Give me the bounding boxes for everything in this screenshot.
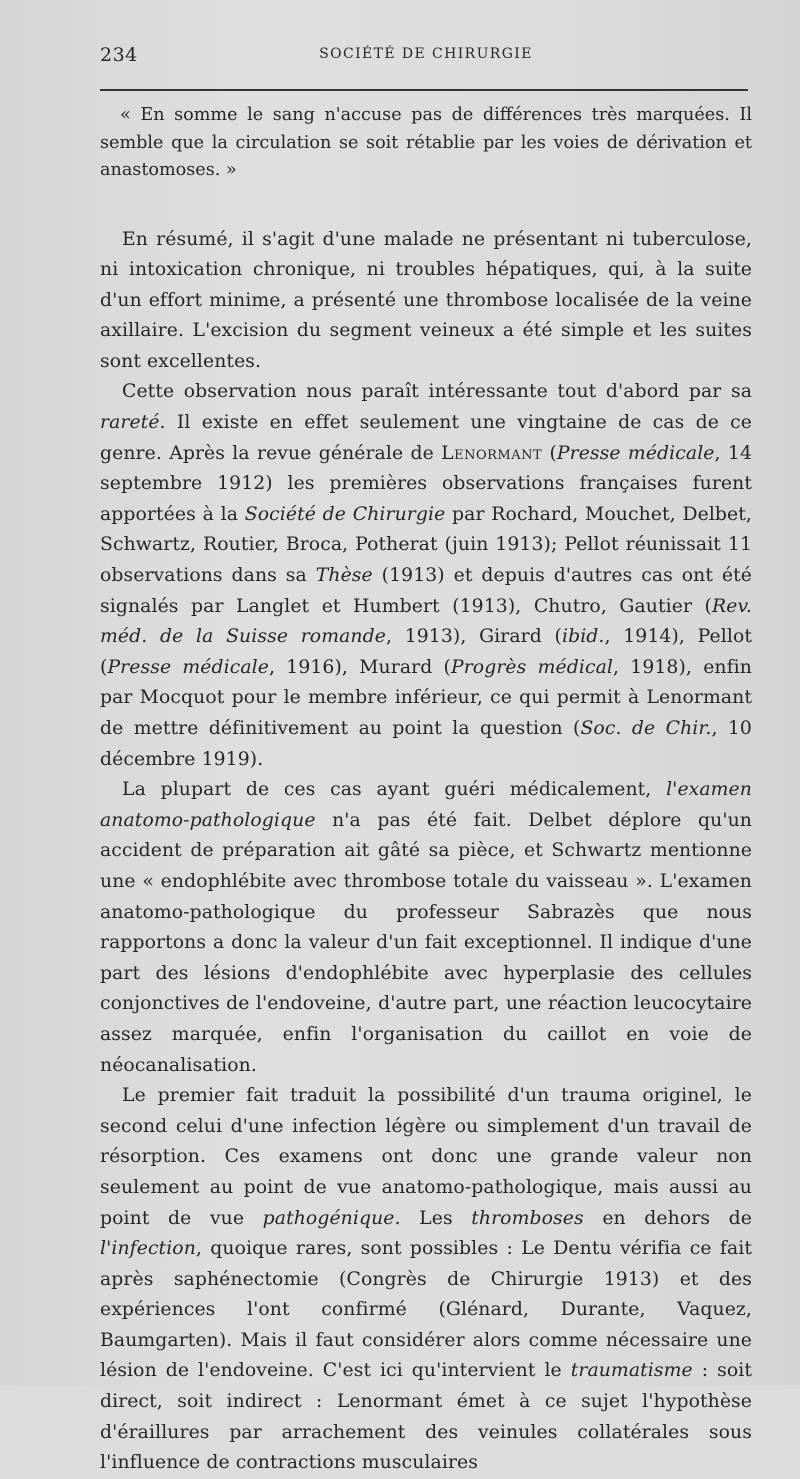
page-number: 234 xyxy=(100,44,138,66)
body-text xyxy=(100,102,752,1479)
paragraph-summary: En résumé, il s'agit d'une malade ne présentant ni tuberculose, ni intoxication chronique, ni troubles hépatiques, qui, à la suite d'un effort minime, a présenté une thrombose localisée de la veine axillaire. L'excision du segment veineux a été simple et les suites sont excellentes. xyxy=(100,228,752,372)
quoted-paragraph xyxy=(100,102,752,185)
main-text xyxy=(100,225,752,1479)
paragraph-examination: La plupart de ces cas ayant guéri médicalement, l'examen anatomo-pathologique n'a pas été fait. Delbet déplore qu'un accident de préparation ait gâté sa pièce, et Schwartz mentionne une « endophlébite avec thrombose totale du vaisseau ». L'examen anatomo-pathologique du professeur Sabrazès que nous rapportons a donc la valeur d'un fait exceptionnel. Il indique d'une part des lésions d'endophlébite avec hyperplasie des cellules conjonctives de l'endoveine, d'autre part, une réaction leucocytaire assez marquée, enfin l'organisation du caillot en voie de néocanalisation. xyxy=(100,779,752,1076)
header-rule xyxy=(100,89,748,91)
paragraph-pathogeny: Le premier fait traduit la possibilité d'un trauma originel, le second celui d'une infection légère ou simplement d'un travail de résorption. Ces examens ont donc une grande valeur non seulement au point de vue anatomo-pathologique, mais aussi au point de vue pathogénique. Les thromboses en dehors de l'infection, quoique rares, sont possibles : Le Dentu vérifia ce fait après saphénectomie (Congrès de Chirurgie 1913) et des expériences l'ont confirmé (Glénard, Durante, Vaquez, Baumgarten). Mais il faut considérer alors comme nécessaire une lésion de l'endoveine. C'est ici qu'intervient le traumatisme : soit direct, soit indirect : Lenormant émet à ce sujet l'hypothèse d'éraillures par arrachement des veinules collatérales sous l'influence de contractions musculaires xyxy=(100,1085,752,1474)
running-title: SOCIÉTÉ DE CHIRURGIE xyxy=(319,46,533,62)
page-header xyxy=(100,44,752,74)
paragraph-rarity: Cette observation nous paraît intéressante tout d'abord par sa rareté. Il existe en effet seulement une vingtaine de cas de ce genre. Après la revue générale de Lenormant (Presse médicale, 14 septembre 1912) les premières observations françaises furent apportées à la Société de Chirurgie par Rochard, Mouchet, Delbet, Schwartz, Routier, Broca, Potherat (juin 1913); Pellot réunissait 11 observations dans sa Thèse (1913) et depuis d'autres cas ont été signalés par Langlet et Humbert (1913), Chutro, Gautier (Rev. méd. de la Suisse romande, 1913), Girard (ibid., 1914), Pellot (Presse médicale, 1916), Murard (Progrès médical, 1918), enfin par Mocquot pour le membre inférieur, ce qui permit à Lenormant de mettre définitivement au point la question (Soc. de Chir., 10 décembre 1919). xyxy=(100,381,753,770)
quote-text: « En somme le sang n'accuse pas de différences très marquées. Il semble que la circulation se soit rétablie par les voies de dérivation et anastomoses. » xyxy=(100,105,752,180)
